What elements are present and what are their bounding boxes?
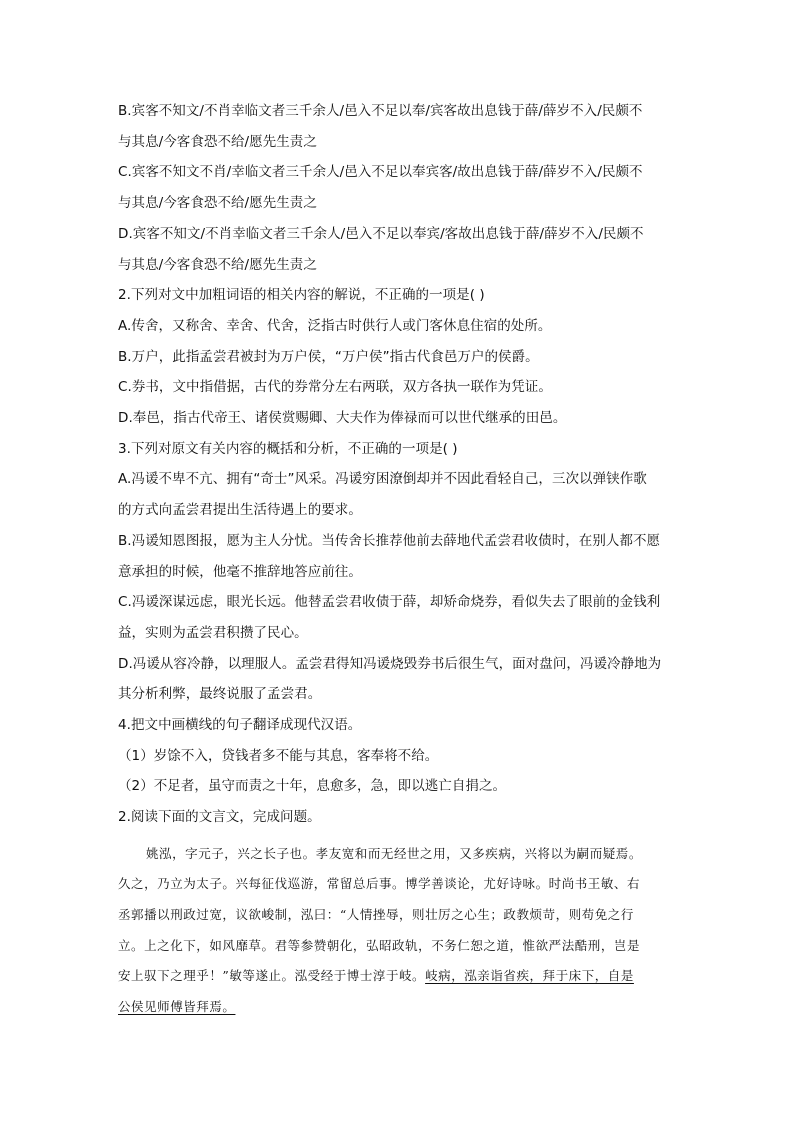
q2-option-d: D.奉邑，指古代帝王、诸侯赏赐卿、大夫作为俸禄而可以世代继承的田邑。 xyxy=(118,410,567,427)
passage-line-6 xyxy=(118,992,678,1023)
q3-option-c-line-1: C.冯谖深谋远虑，眼光长远。他替孟尝君收债于薛，却矫命烧券，看似失去了眼前的金钱利 xyxy=(118,594,661,611)
q2-option-a: A.传舍，又称舍、幸舍、代舍，泛指古时供行人或门客休息住宿的处所。 xyxy=(118,317,552,334)
q3-option-a-line-2: 的方式向孟尝君提出生活待遇上的要求。 xyxy=(118,502,362,519)
q3-option-c-line-2: 益，实则为孟尝君积攒了民心。 xyxy=(118,624,308,641)
q4-item-2: （2）不足者，虽守而责之十年，息愈多，急，即以逃亡自捐之。 xyxy=(118,778,507,795)
option-d-line-1: D.宾客不知文/不肖幸临文者三千余人/邑入不足以奉宾/客故出息钱于薛/薛岁不入/民颇不 xyxy=(118,225,644,242)
option-c-line-2: 与其息/今客食恐不给/愿先生责之 xyxy=(118,195,317,212)
q2-option-c: C.券书，文中指借据，古代的券常分左右两联，双方各执一联作为凭证。 xyxy=(118,379,552,396)
passage-line-1: 姚泓，字元子，兴之长子也。孝友宽和而无经世之用，又多疾病，兴将以为嗣而疑焉。 xyxy=(146,845,642,861)
underlined-sentence-part-2: 公侯见师傅皆拜焉。 xyxy=(118,998,236,1014)
question-4: 4.把文中画横线的句子翻译成现代汉语。 xyxy=(118,717,362,734)
option-b-line-1: B.宾客不知文/不肖幸临文者三千余人/邑入不足以奉/宾客故出息钱于薛/薛岁不入/民颇不 xyxy=(118,103,643,119)
option-c-line-1: C.宾客不知文不肖/幸临文者三千余人/邑入不足以奉宾客/故出息钱于薛/薛岁不入/民颇不 xyxy=(118,164,643,181)
passage-line-5 xyxy=(118,961,678,992)
section-2-heading: 2.阅读下面的文言文，完成问题。 xyxy=(118,809,321,826)
q3-option-a-line-1: A.冯谖不卑不亢、拥有“奇士”风采。冯谖穷困潦倒却并不因此看轻自己，三次以弹铗作歌 xyxy=(118,471,647,488)
passage-line-2: 久之，乃立为太子。兴每征伐巡游，常留总后事。博学善谈论，尤好诗咏。时尚书王敏、右 xyxy=(118,876,641,892)
classical-passage xyxy=(118,839,678,1023)
underlined-sentence-part-1: 岐病，泓亲诣省疾，拜于床下，自是 xyxy=(425,968,634,984)
passage-line-4: 立。上之化下，如风靡草。君等参赞朝化，弘昭政轨，不务仁恕之道，惟欲严法酷刑，岂是 xyxy=(118,937,641,953)
question-3: 3.下列对原文有关内容的概括和分析，不正确的一项是( ) xyxy=(118,440,458,457)
q3-option-b-line-1: B.冯谖知恩图报，愿为主人分忧。当传舍长推荐他前去薛地代孟尝君收债时，在别人都不愿 xyxy=(118,532,661,549)
q3-option-b-line-2: 意承担的时候，他毫不推辞地答应前往。 xyxy=(118,563,362,580)
document-page xyxy=(118,96,678,1022)
q3-option-d-line-2: 其分析利弊，最终说服了孟尝君。 xyxy=(118,686,322,703)
passage-line-3: 丞郭播以刑政过宽，议欲峻制，泓曰：“人情挫辱，则壮厉之心生；政教烦苛，则苟免之行 xyxy=(118,907,634,923)
option-b-line-2: 与其息/今客食恐不给/愿先生责之 xyxy=(118,133,317,150)
passage-line-5-text: 安上驭下之理乎！”敏等遂止。泓受经于博士淳于岐。 xyxy=(118,968,426,984)
q2-option-b: B.万户，此指孟尝君被封为万户侯，“万户侯”指古代食邑万户的侯爵。 xyxy=(118,348,539,365)
q3-option-d-line-1: D.冯谖从容冷静，以理服人。孟尝君得知冯谖烧毁券书后很生气，面对盘问，冯谖冷静地为 xyxy=(118,655,662,672)
question-2: 2.下列对文中加粗词语的相关内容的解说，不正确的一项是( ) xyxy=(118,287,485,304)
q4-item-1: （1）岁馀不入，贷钱者多不能与其息，客奉将不给。 xyxy=(118,747,439,764)
option-d-line-2: 与其息/今客食恐不给/愿先生责之 xyxy=(118,256,317,273)
